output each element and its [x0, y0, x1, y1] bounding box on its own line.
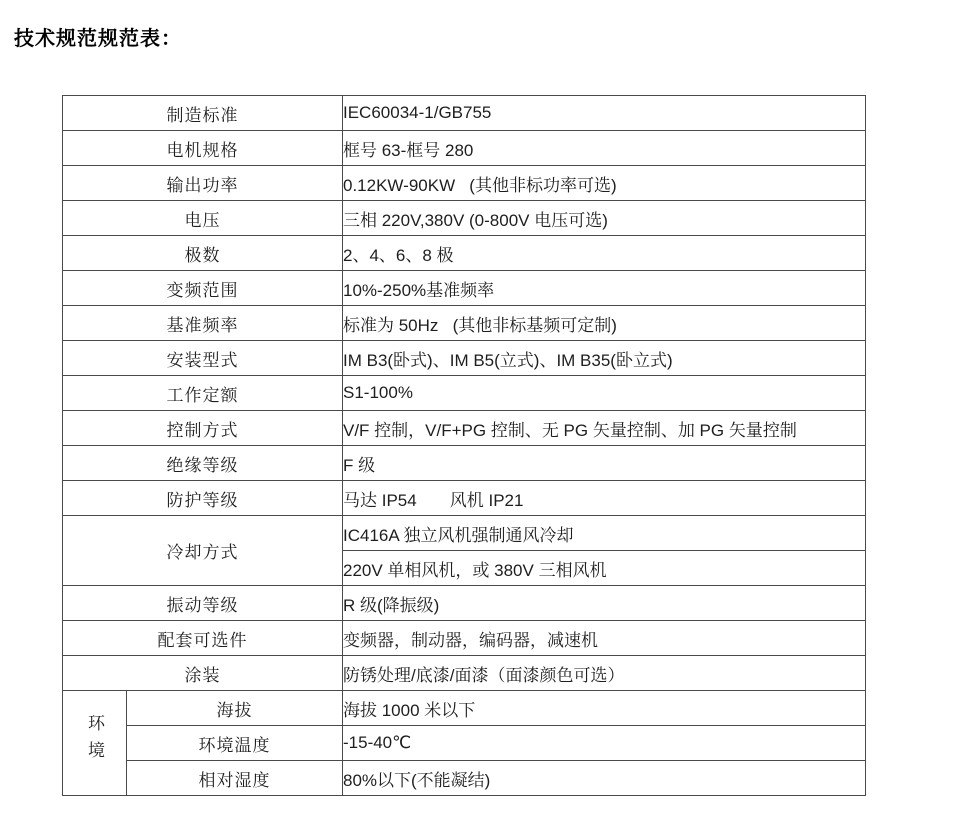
spec-value: 防锈处理/底漆/面漆（面漆颜色可选） — [343, 656, 866, 691]
spec-label: 安装型式 — [63, 341, 343, 376]
spec-value: 海拔 1000 米以下 — [343, 691, 866, 726]
spec-value: 标准为 50Hz (其他非标基频可定制) — [343, 306, 866, 341]
table-row — [63, 96, 866, 131]
spec-label: 相对湿度 — [127, 761, 343, 796]
spec-value: 框号 63-框号 280 — [343, 131, 866, 166]
table-row — [63, 481, 866, 516]
spec-value: IM B3(卧式)、IM B5(立式)、IM B35(卧立式) — [343, 341, 866, 376]
spec-label: 控制方式 — [63, 411, 343, 446]
spec-value: IEC60034-1/GB755 — [343, 96, 866, 131]
table-row — [63, 341, 866, 376]
spec-value: 马达 IP54 风机 IP21 — [343, 481, 866, 516]
table-row — [63, 376, 866, 411]
spec-label-cooling: 冷却方式 — [63, 516, 343, 586]
table-row — [63, 621, 866, 656]
spec-value: 2、4、6、8 极 — [343, 236, 866, 271]
spec-value: S1-100% — [343, 376, 866, 411]
environment-group-label-text: 环境 — [85, 713, 104, 768]
spec-table — [62, 95, 866, 796]
spec-label: 海拔 — [127, 691, 343, 726]
spec-label: 绝缘等级 — [63, 446, 343, 481]
table-row — [63, 411, 866, 446]
table-row — [63, 166, 866, 201]
spec-label: 输出功率 — [63, 166, 343, 201]
spec-label: 电机规格 — [63, 131, 343, 166]
table-row — [63, 446, 866, 481]
spec-value: 变频器，制动器，编码器，减速机 — [343, 621, 866, 656]
table-row-cooling-1 — [63, 516, 866, 551]
spec-label: 涂装 — [63, 656, 343, 691]
table-row-environment-3 — [63, 761, 866, 796]
table-row — [63, 656, 866, 691]
spec-label: 极数 — [63, 236, 343, 271]
spec-value: IC416A 独立风机强制通风冷却 — [343, 516, 866, 551]
table-row — [63, 236, 866, 271]
spec-label: 制造标准 — [63, 96, 343, 131]
table-row — [63, 306, 866, 341]
table-row — [63, 586, 866, 621]
spec-label: 环境温度 — [127, 726, 343, 761]
table-row-environment-1 — [63, 691, 866, 726]
table-row — [63, 131, 866, 166]
spec-value: 10%-250%基准频率 — [343, 271, 866, 306]
table-row — [63, 201, 866, 236]
spec-value: R 级(降振级) — [343, 586, 866, 621]
spec-value: -15-40℃ — [343, 726, 866, 761]
spec-value: V/F 控制，V/F+PG 控制、无 PG 矢量控制、加 PG 矢量控制 — [343, 411, 866, 446]
table-row-environment-2 — [63, 726, 866, 761]
spec-label: 振动等级 — [63, 586, 343, 621]
spec-value: 220V 单相风机，或 380V 三相风机 — [343, 551, 866, 586]
spec-label: 电压 — [63, 201, 343, 236]
spec-label: 变频范围 — [63, 271, 343, 306]
environment-group-label — [63, 691, 127, 796]
spec-label: 工作定额 — [63, 376, 343, 411]
spec-value: 80%以下(不能凝结) — [343, 761, 866, 796]
spec-label: 防护等级 — [63, 481, 343, 516]
spec-value: 0.12KW-90KW (其他非标功率可选) — [343, 166, 866, 201]
page-title: 技术规范规范表： — [14, 28, 182, 50]
spec-value: F 级 — [343, 446, 866, 481]
spec-label: 配套可选件 — [63, 621, 343, 656]
table-row — [63, 271, 866, 306]
spec-label: 基准频率 — [63, 306, 343, 341]
spec-value: 三相 220V,380V (0-800V 电压可选) — [343, 201, 866, 236]
